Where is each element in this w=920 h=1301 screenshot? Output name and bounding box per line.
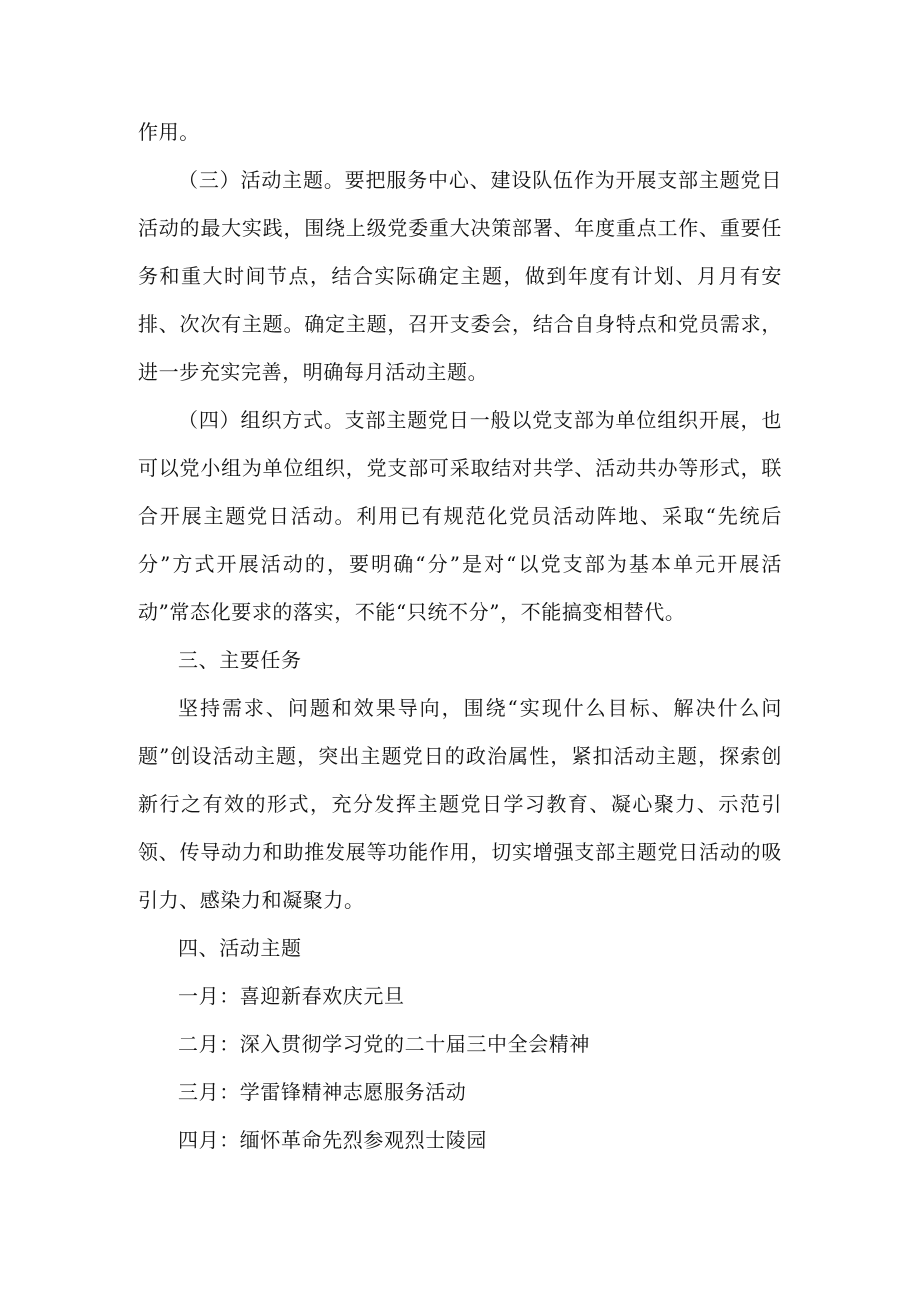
paragraph-activity-theme: （三）活动主题。要把服务中心、建设队伍作为开展支部主题党日活动的最大实践，围绕上级党委重大决策部署、年度重点工作、重要任务和重大时间节点，结合实际确定主题，做到年度有计划、月月有安排、次次有主题。确定主题，召开支委会，结合自身特点和党员需求，进一步充实完善，明确每月活动主题。 (138, 168, 782, 384)
section-heading-activity-themes: 四、活动主题 (178, 936, 302, 960)
section-heading-main-tasks: 三、主要任务 (178, 648, 302, 672)
document-body (138, 108, 782, 1164)
paragraph-continuation: 作用。 (138, 120, 200, 144)
month-item-march: 三月：学雷锋精神志愿服务活动 (178, 1080, 467, 1104)
paragraph-organization-method: （四）组织方式。支部主题党日一般以党支部为单位组织开展，也可以党小组为单位组织，党支部可采取结对共学、活动共办等形式，联合开展主题党日活动。利用已有规范化党员活动阵地、采取“先统后分”方式开展活动的，要明确“分”是对“以党支部为基本单元开展活动”常态化要求的落实，不能“只统不分”，不能搞变相替代。 (138, 408, 782, 624)
paragraph-main-tasks: 坚持需求、问题和效果导向，围绕“实现什么目标、解决什么问题”创设活动主题，突出主题党日的政治属性，紧扣活动主题，探索创新行之有效的形式，充分发挥主题党日学习教育、凝心聚力、示范引领、传导动力和助推发展等功能作用，切实增强支部主题党日活动的吸引力、感染力和凝聚力。 (138, 696, 782, 912)
month-item-april: 四月：缅怀革命先烈参观烈士陵园 (178, 1128, 487, 1152)
month-item-january: 一月：喜迎新春欢庆元旦 (178, 984, 405, 1008)
month-item-february: 二月：深入贯彻学习党的二十届三中全会精神 (178, 1032, 590, 1056)
